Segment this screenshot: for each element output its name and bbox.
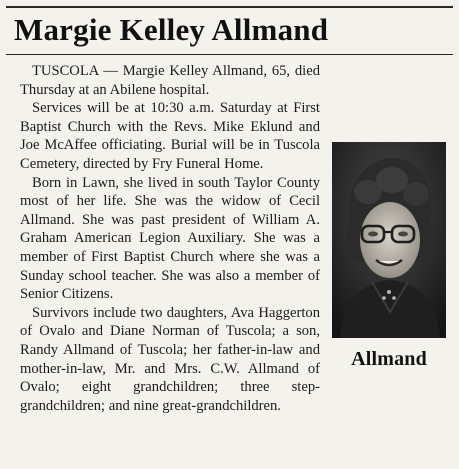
portrait-photo — [332, 142, 446, 338]
paragraph-services: Services will be at 10:30 a.m. Saturday at First Baptist Church with the Revs. Mike Eklund and Joe McAffee officiating. Burial will be in Tuscola Cemetery, directed by Fry Funeral Home. — [20, 100, 320, 172]
photo-caption: Allmand — [351, 348, 427, 370]
top-rule — [6, 6, 453, 8]
paragraph-biography: Born in Lawn, she lived in south Taylor County most of her life. She was the widow of Cecil Allmand. She was past president of William A. Graham American Legion Auxiliary. She was a member of First Baptist Church where she was a Sunday school teacher. She was also a member of Senior Citizens. — [20, 174, 320, 303]
paragraph-death-notice: TUSCOLA — Margie Kelley Allmand, 65, died Thursday at an Abilene hospital. — [20, 63, 320, 98]
portrait-image — [332, 142, 446, 338]
obituary-headline: Margie Kelley Allmand — [14, 12, 329, 47]
paragraph-survivors: Survivors include two daughters, Ava Haggerton of Ovalo and Diane Norman of Tuscola; a son, Randy Allmand of Tuscola; her father-in-law and mother-in-law, Mr. and Mrs. C.W. Allmand of Ovalo; eight grandchildren; three step-grandchildren; and nine great-grandchildren. — [20, 304, 320, 414]
headline-rule — [6, 54, 453, 55]
portrait-block — [330, 142, 448, 387]
obituary-body — [20, 62, 448, 415]
